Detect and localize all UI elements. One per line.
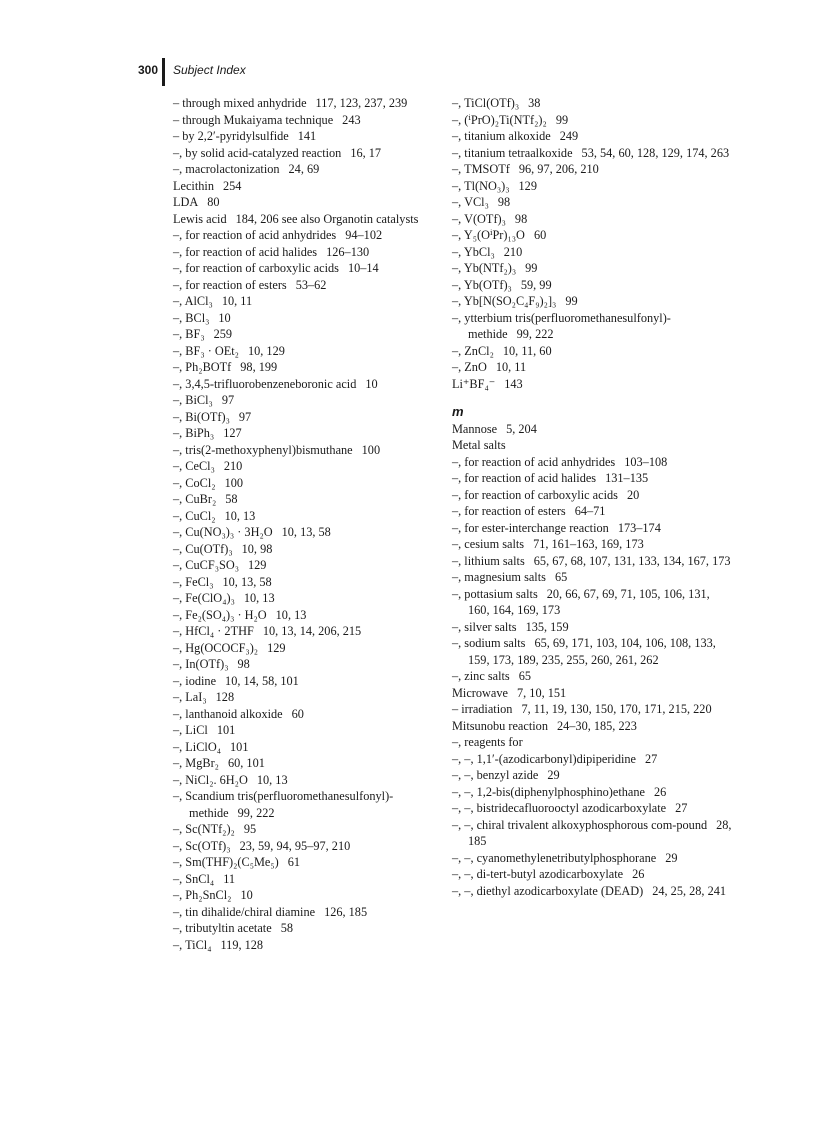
index-page-refs: 173–174 xyxy=(617,520,661,535)
index-page-refs: 98, 199 xyxy=(240,360,278,374)
index-page-refs: 10 xyxy=(218,310,231,325)
index-entry xyxy=(173,178,431,195)
index-entry xyxy=(173,409,431,426)
index-page-refs: 5, 204 xyxy=(506,421,537,436)
index-entry xyxy=(173,392,431,409)
index-term: –, for reaction of acid halides xyxy=(452,471,597,485)
index-term: –, Ph₂BOTf xyxy=(173,360,232,374)
index-term: – irradiation xyxy=(452,702,513,716)
index-entry xyxy=(173,904,431,921)
index-entry xyxy=(452,95,732,112)
index-term: Mannose xyxy=(452,421,498,436)
index-term: –, Sc(NTf₂)₂ xyxy=(173,822,235,836)
index-page-refs: 10, 13, 58 xyxy=(281,525,331,539)
index-term: –, Ph₂SnCl₂ xyxy=(173,888,232,902)
index-term: –, LaI₃ xyxy=(173,690,207,704)
index-entry xyxy=(173,161,431,178)
index-term: –, Hg(OCOCF₃)₂ xyxy=(173,640,259,655)
index-entry xyxy=(452,751,732,768)
index-entry xyxy=(173,343,431,360)
index-term: –, VCl₃ xyxy=(452,195,489,209)
index-term: –, zinc salts xyxy=(452,669,510,683)
index-entry xyxy=(173,128,431,145)
index-entry xyxy=(452,194,732,211)
index-entry xyxy=(173,887,431,904)
index-term: –, –, chiral trivalent alkoxyphosphorous com-pound xyxy=(452,817,708,832)
index-term: –, tris(2-methoxyphenyl)bismuthane xyxy=(173,442,353,457)
index-page-refs: 10, 11 xyxy=(221,294,253,308)
index-entry xyxy=(173,838,431,855)
index-term: –, –, diethyl azodicarboxylate (DEAD) xyxy=(452,883,644,898)
index-entry xyxy=(452,520,732,537)
index-entry xyxy=(173,376,431,393)
index-section-letter: m xyxy=(452,404,464,419)
index-page-refs: 101 xyxy=(216,723,236,737)
index-term: –, titanium alkoxide xyxy=(452,129,551,143)
index-page-refs: 99, 222 xyxy=(237,805,275,820)
index-page-refs: 26 xyxy=(632,867,645,881)
index-entry xyxy=(452,112,732,129)
index-entry xyxy=(173,640,431,657)
index-page-refs: 119, 128 xyxy=(220,937,264,952)
index-page-refs: 28, 185 xyxy=(468,817,732,848)
index-page-refs: 94–102 xyxy=(345,228,383,242)
index-entry xyxy=(173,574,431,591)
index-entry xyxy=(173,739,431,756)
index-page-refs: 7, 11, 19, 130, 150, 170, 171, 215, 220 xyxy=(521,702,712,716)
index-page-refs: 71, 161–163, 169, 173 xyxy=(533,537,644,551)
index-page-refs: 210 xyxy=(223,459,243,473)
index-entry xyxy=(452,718,732,735)
index-term: –, reagents for xyxy=(452,735,523,749)
index-entry xyxy=(452,145,732,162)
index-page-refs: 126–130 xyxy=(326,244,370,259)
index-entry xyxy=(452,701,732,718)
index-term: –, –, benzyl azide xyxy=(452,768,539,782)
index-term: –, ytterbium tris(perfluoromethanesulfonyl)-methide xyxy=(452,310,671,341)
index-entry xyxy=(173,821,431,838)
index-entry xyxy=(173,854,431,871)
index-entry xyxy=(173,871,431,888)
index-entry xyxy=(173,260,431,277)
index-entry xyxy=(173,920,431,937)
index-page-refs: 95 xyxy=(243,822,257,836)
index-term: –, Cu(NO₃)₃ · 3H₂O xyxy=(173,525,273,539)
index-page-refs: 26 xyxy=(653,784,667,799)
index-column-right xyxy=(452,95,732,899)
index-entry xyxy=(452,553,732,570)
index-entry xyxy=(173,706,431,723)
index-entry xyxy=(452,227,732,244)
index-term: –, lanthanoid alkoxide xyxy=(173,706,283,721)
index-page-refs: 210 xyxy=(503,244,523,259)
index-term: –, Yb[N(SO₂C₄F₉)₂]₃ xyxy=(452,294,557,308)
index-entry xyxy=(173,541,431,558)
index-entry xyxy=(452,277,732,294)
index-entry xyxy=(173,458,431,475)
index-page-refs: 127 xyxy=(223,426,242,440)
page-number: 300 xyxy=(137,63,158,77)
index-entry xyxy=(173,524,431,541)
index-page-refs: 129 xyxy=(247,558,267,572)
index-entry xyxy=(173,277,431,294)
index-page-refs: 10 xyxy=(365,376,378,391)
index-page-refs: 10, 98 xyxy=(241,541,273,556)
index-term: –, Fe₂(SO₄)₃ · H₂O xyxy=(173,607,267,622)
index-term: –, Sm(THF)₂(C₅Me₅) xyxy=(173,855,279,869)
index-page-refs: 249 xyxy=(559,129,579,143)
index-page-refs: 97 xyxy=(221,393,235,407)
index-page-refs: 64–71 xyxy=(574,504,606,518)
index-page-refs: 38 xyxy=(528,96,541,110)
index-page-refs: 10, 14, 58, 101 xyxy=(225,673,299,688)
index-term: –, ZnO xyxy=(452,360,487,374)
index-entry xyxy=(452,767,732,784)
index-page-refs: 10, 13 xyxy=(243,591,275,605)
index-term: –, 3,4,5-trifluorobenzeneboronic acid xyxy=(173,376,357,391)
index-entry xyxy=(452,866,732,883)
index-page-refs: 20 xyxy=(626,487,640,502)
index-term: –, Yb(NTf₂)₃ xyxy=(452,261,517,275)
index-term: –, –, di-tert-butyl azodicarboxylate xyxy=(452,867,624,881)
index-page-refs: 60 xyxy=(533,228,547,242)
index-term: –, tributyltin acetate xyxy=(173,921,272,935)
index-entry xyxy=(173,755,431,772)
index-term: –, ZnCl₂ xyxy=(452,343,494,358)
index-term: –, lithium salts xyxy=(452,553,525,568)
index-entry xyxy=(452,685,732,702)
index-term: –, CuCl₂ xyxy=(173,508,216,523)
index-page-refs: 99 xyxy=(565,294,578,308)
index-term: –, titanium tetraalkoxide xyxy=(452,145,573,160)
index-page-refs: 99 xyxy=(555,112,569,127)
index-entry xyxy=(173,211,431,228)
index-page-refs: 99, 222 xyxy=(516,327,554,341)
index-page-refs: 65, 67, 68, 107, 131, 133, 134, 167, 173 xyxy=(533,553,731,568)
index-term: –, HfCl₄ · 2THF xyxy=(173,624,254,638)
index-term: –, for ester-interchange reaction xyxy=(452,520,609,535)
index-entry xyxy=(452,784,732,801)
index-page-refs: 98 xyxy=(514,211,528,226)
index-entry xyxy=(452,503,732,520)
index-page-refs: 98 xyxy=(237,657,250,671)
index-page-refs: 61 xyxy=(287,855,301,869)
index-page-refs: 131–135 xyxy=(605,471,649,485)
index-term: Metal salts xyxy=(452,438,506,452)
index-term: –, tin dihalide/chiral diamine xyxy=(173,904,316,919)
index-entry xyxy=(452,536,732,553)
index-entry xyxy=(452,850,732,867)
index-entry xyxy=(173,689,431,706)
index-page-refs: 254 xyxy=(222,178,242,193)
index-term: –, –, cyanomethylenetributylphosphorane xyxy=(452,850,657,865)
index-page-refs: 65 xyxy=(518,669,532,683)
index-page-refs: 100 xyxy=(361,442,381,457)
index-entry xyxy=(173,557,431,574)
index-entry xyxy=(452,470,732,487)
index-entry xyxy=(452,376,732,393)
index-page-refs: 126, 185 xyxy=(324,904,368,919)
index-page-refs: 10, 11, 60 xyxy=(502,343,552,358)
index-entry xyxy=(173,656,431,673)
index-term: –, MgBr₂ xyxy=(173,756,219,770)
index-entry xyxy=(173,442,431,459)
index-page-refs: 184, 206 see also Organotin catalysts xyxy=(235,211,419,226)
index-page-refs: 98 xyxy=(497,195,511,209)
index-entry xyxy=(452,586,732,619)
index-term: –, sodium salts xyxy=(452,636,526,650)
index-term: Li⁺BF₄⁻ xyxy=(452,376,496,391)
index-term: Lecithin xyxy=(173,178,214,193)
index-page-refs: 97 xyxy=(238,409,252,424)
index-term: –, In(OTf)₃ xyxy=(173,657,229,671)
index-entry xyxy=(452,734,732,751)
index-term: –, CuCF₃SO₃ xyxy=(173,558,239,572)
index-page-refs: 65, 69, 171, 103, 104, 106, 108, 133, 159, 173, 189, 235, 255, 260, 261, 262 xyxy=(468,636,716,667)
running-title: Subject Index xyxy=(173,63,246,77)
index-term: –, FeCl₃ xyxy=(173,574,214,589)
index-term: –, LiCl xyxy=(173,723,208,737)
index-term: –, (ⁱPrO)₂Ti(NTf₂)₂ xyxy=(452,112,547,127)
index-page-refs: 53–62 xyxy=(295,277,327,292)
index-term: –, –, bistridecafluorooctyl azodicarboxylate xyxy=(452,801,667,815)
index-page-refs: 129 xyxy=(267,640,286,655)
index-column-left xyxy=(173,95,431,953)
index-page-refs: 141 xyxy=(297,129,317,143)
index-entry xyxy=(173,937,431,954)
index-entry xyxy=(452,359,732,376)
index-entry xyxy=(452,260,732,277)
index-page-refs: 128 xyxy=(215,690,235,704)
index-term: –, NiCl₂. 6H₂O xyxy=(173,772,248,787)
index-page-refs: 20, 66, 67, 69, 71, 105, 106, 131, 160, 164, 169, 173 xyxy=(468,586,710,617)
index-entry xyxy=(173,293,431,310)
index-entry xyxy=(173,722,431,739)
index-term: –, macrolactonization xyxy=(173,162,280,176)
index-page-refs: 58 xyxy=(280,921,293,935)
index-term: –, Fe(ClO₄)₃ xyxy=(173,591,235,605)
index-page-refs: 143 xyxy=(504,376,523,391)
index-entry xyxy=(173,623,431,640)
index-page-refs: 243 xyxy=(342,112,361,127)
index-term: –, TMSOTf xyxy=(452,162,510,176)
index-term: –, –, 1,1′-(azodicarbonyl)dipiperidine xyxy=(452,751,637,766)
index-page-refs: 58 xyxy=(225,492,238,506)
index-entry xyxy=(452,244,732,261)
index-term: –, for reaction of acid halides xyxy=(173,244,318,259)
index-term: –, Tl(NO₃)₃ xyxy=(452,178,510,193)
index-page-refs: 7, 10, 151 xyxy=(517,685,567,700)
index-term: Microwave xyxy=(452,685,508,700)
index-entry xyxy=(173,227,431,244)
index-page-refs: 100 xyxy=(224,475,244,490)
index-term: –, Y₅(OⁱPr)₁₃O xyxy=(452,228,525,242)
index-term: –, BiCl₃ xyxy=(173,393,213,407)
index-entry xyxy=(452,421,732,438)
index-term: –, –, 1,2-bis(diphenylphosphino)ethane xyxy=(452,784,645,799)
index-page-refs: 29 xyxy=(665,850,678,865)
index-entry xyxy=(173,145,431,162)
index-page-refs: 117, 123, 237, 239 xyxy=(315,96,408,110)
index-entry xyxy=(173,508,431,525)
index-entry xyxy=(173,475,431,492)
index-term: –, for reaction of carboxylic acids xyxy=(173,261,339,275)
index-term: –, CuBr₂ xyxy=(173,492,217,506)
index-page-refs: 65 xyxy=(554,570,568,584)
index-page-refs: 10, 13, 14, 206, 215 xyxy=(262,624,362,638)
index-entry xyxy=(173,425,431,442)
index-entry xyxy=(452,178,732,195)
index-term: –, Sc(OTf)₃ xyxy=(173,838,231,853)
index-page-refs: 96, 97, 206, 210 xyxy=(518,162,599,176)
index-page-refs: 10, 11 xyxy=(495,360,527,374)
index-entry xyxy=(452,487,732,504)
index-entry xyxy=(452,128,732,145)
index-term: –, Bi(OTf)₃ xyxy=(173,409,230,424)
index-entry xyxy=(173,244,431,261)
index-term: –, CeCl₃ xyxy=(173,459,215,473)
index-entry xyxy=(452,619,732,636)
index-term: –, for reaction of carboxylic acids xyxy=(452,487,618,502)
index-term: Lewis acid xyxy=(173,211,227,226)
index-page-refs: 60 xyxy=(291,706,304,721)
index-entry xyxy=(173,112,431,129)
index-page-refs: 27 xyxy=(645,751,658,766)
index-page-refs: 24–30, 185, 223 xyxy=(556,718,637,733)
index-entry xyxy=(452,668,732,685)
index-term: –, BiPh₃ xyxy=(173,426,215,440)
index-entry xyxy=(452,883,732,900)
index-term: –, for reaction of acid anhydrides xyxy=(173,228,337,242)
index-page-refs: 259 xyxy=(213,327,233,341)
index-entry xyxy=(173,788,431,821)
index-term: –, V(OTf)₃ xyxy=(452,211,506,226)
index-entry xyxy=(173,326,431,343)
index-entry xyxy=(452,293,732,310)
index-page-refs: 10, 13 xyxy=(256,772,288,787)
page-header xyxy=(0,58,816,86)
index-term: –, for reaction of acid anhydrides xyxy=(452,454,616,469)
index-term: –, SnCl₄ xyxy=(173,871,215,886)
index-entry xyxy=(173,491,431,508)
index-entry xyxy=(173,673,431,690)
index-entry xyxy=(452,800,732,817)
index-term: –, for reaction of esters xyxy=(173,277,287,292)
index-entry xyxy=(452,569,732,586)
index-entry xyxy=(452,454,732,471)
index-term: –, CoCl₂ xyxy=(173,475,216,490)
index-page-refs: 59, 99 xyxy=(520,277,552,292)
index-entry xyxy=(173,772,431,789)
index-page-refs: 10, 13 xyxy=(275,607,307,622)
index-page-refs: 24, 25, 28, 241 xyxy=(652,883,727,898)
index-page-refs: 80 xyxy=(207,195,220,209)
index-page-refs: 101 xyxy=(230,739,249,754)
index-entry xyxy=(173,590,431,607)
index-term: –, iodine xyxy=(173,673,217,688)
index-term: –, BF₃ · OEt₂ xyxy=(173,343,239,358)
header-rule xyxy=(162,58,165,86)
index-page-refs: 16, 17 xyxy=(350,145,382,160)
index-term: – through Mukaiyama technique xyxy=(173,112,334,127)
index-page-refs: 10 xyxy=(240,888,253,902)
index-page-refs: 24, 69 xyxy=(288,162,320,176)
index-term: –, pottasium salts xyxy=(452,586,538,601)
index-term: Mitsunobu reaction xyxy=(452,718,548,733)
index-term: –, for reaction of esters xyxy=(452,504,566,518)
index-term: –, Cu(OTf)₃ xyxy=(173,541,233,556)
index-page-refs: 29 xyxy=(547,768,560,782)
index-term: – through mixed anhydride xyxy=(173,96,307,110)
index-term: –, Scandium tris(perfluoromethanesulfonyl)-methide xyxy=(173,789,394,820)
index-page-refs: 103–108 xyxy=(624,454,668,469)
index-page-refs: 10, 13 xyxy=(224,508,256,523)
index-page-refs: 10, 129 xyxy=(247,343,285,358)
index-term: –, AlCl₃ xyxy=(173,294,213,308)
index-page-refs: 11 xyxy=(223,871,236,886)
index-term: LDA xyxy=(173,195,199,209)
index-entry xyxy=(173,607,431,624)
index-term: –, Yb(OTf)₃ xyxy=(452,277,512,292)
index-entry xyxy=(173,95,431,112)
index-term: –, BF₃ xyxy=(173,327,205,341)
index-page-refs: 129 xyxy=(518,178,537,193)
index-entry xyxy=(452,211,732,228)
index-term: –, by solid acid-catalyzed reaction xyxy=(173,145,342,160)
index-term: –, cesium salts xyxy=(452,537,525,551)
index-entry xyxy=(173,359,431,376)
index-entry xyxy=(173,310,431,327)
index-term: –, magnesium salts xyxy=(452,570,546,584)
index-entry xyxy=(452,310,732,343)
index-term: –, YbCl₃ xyxy=(452,244,495,259)
index-term: – by 2,2′-pyridylsulfide xyxy=(173,129,289,143)
index-term: –, LiClO₄ xyxy=(173,739,222,754)
index-entry xyxy=(452,437,732,454)
index-page-refs: 27 xyxy=(675,801,688,815)
index-term: –, BCl₃ xyxy=(173,310,210,325)
index-page-refs: 23, 59, 94, 95–97, 210 xyxy=(239,838,351,853)
index-entry xyxy=(452,817,732,850)
index-term: –, TiCl₄ xyxy=(173,937,212,952)
index-term: –, TiCl(OTf)₃ xyxy=(452,96,520,110)
index-page-refs: 60, 101 xyxy=(227,756,265,770)
index-page-refs: 53, 54, 60, 128, 129, 174, 263 xyxy=(581,145,730,160)
index-entry xyxy=(452,343,732,360)
index-term: –, silver salts xyxy=(452,619,517,634)
index-page-refs: 10–14 xyxy=(347,261,379,275)
index-page-refs: 10, 13, 58 xyxy=(222,574,272,589)
index-entry xyxy=(452,635,732,668)
index-page-refs: 99 xyxy=(525,261,538,275)
index-entry xyxy=(173,194,431,211)
index-entry xyxy=(452,161,732,178)
index-page-refs: 135, 159 xyxy=(525,619,569,634)
